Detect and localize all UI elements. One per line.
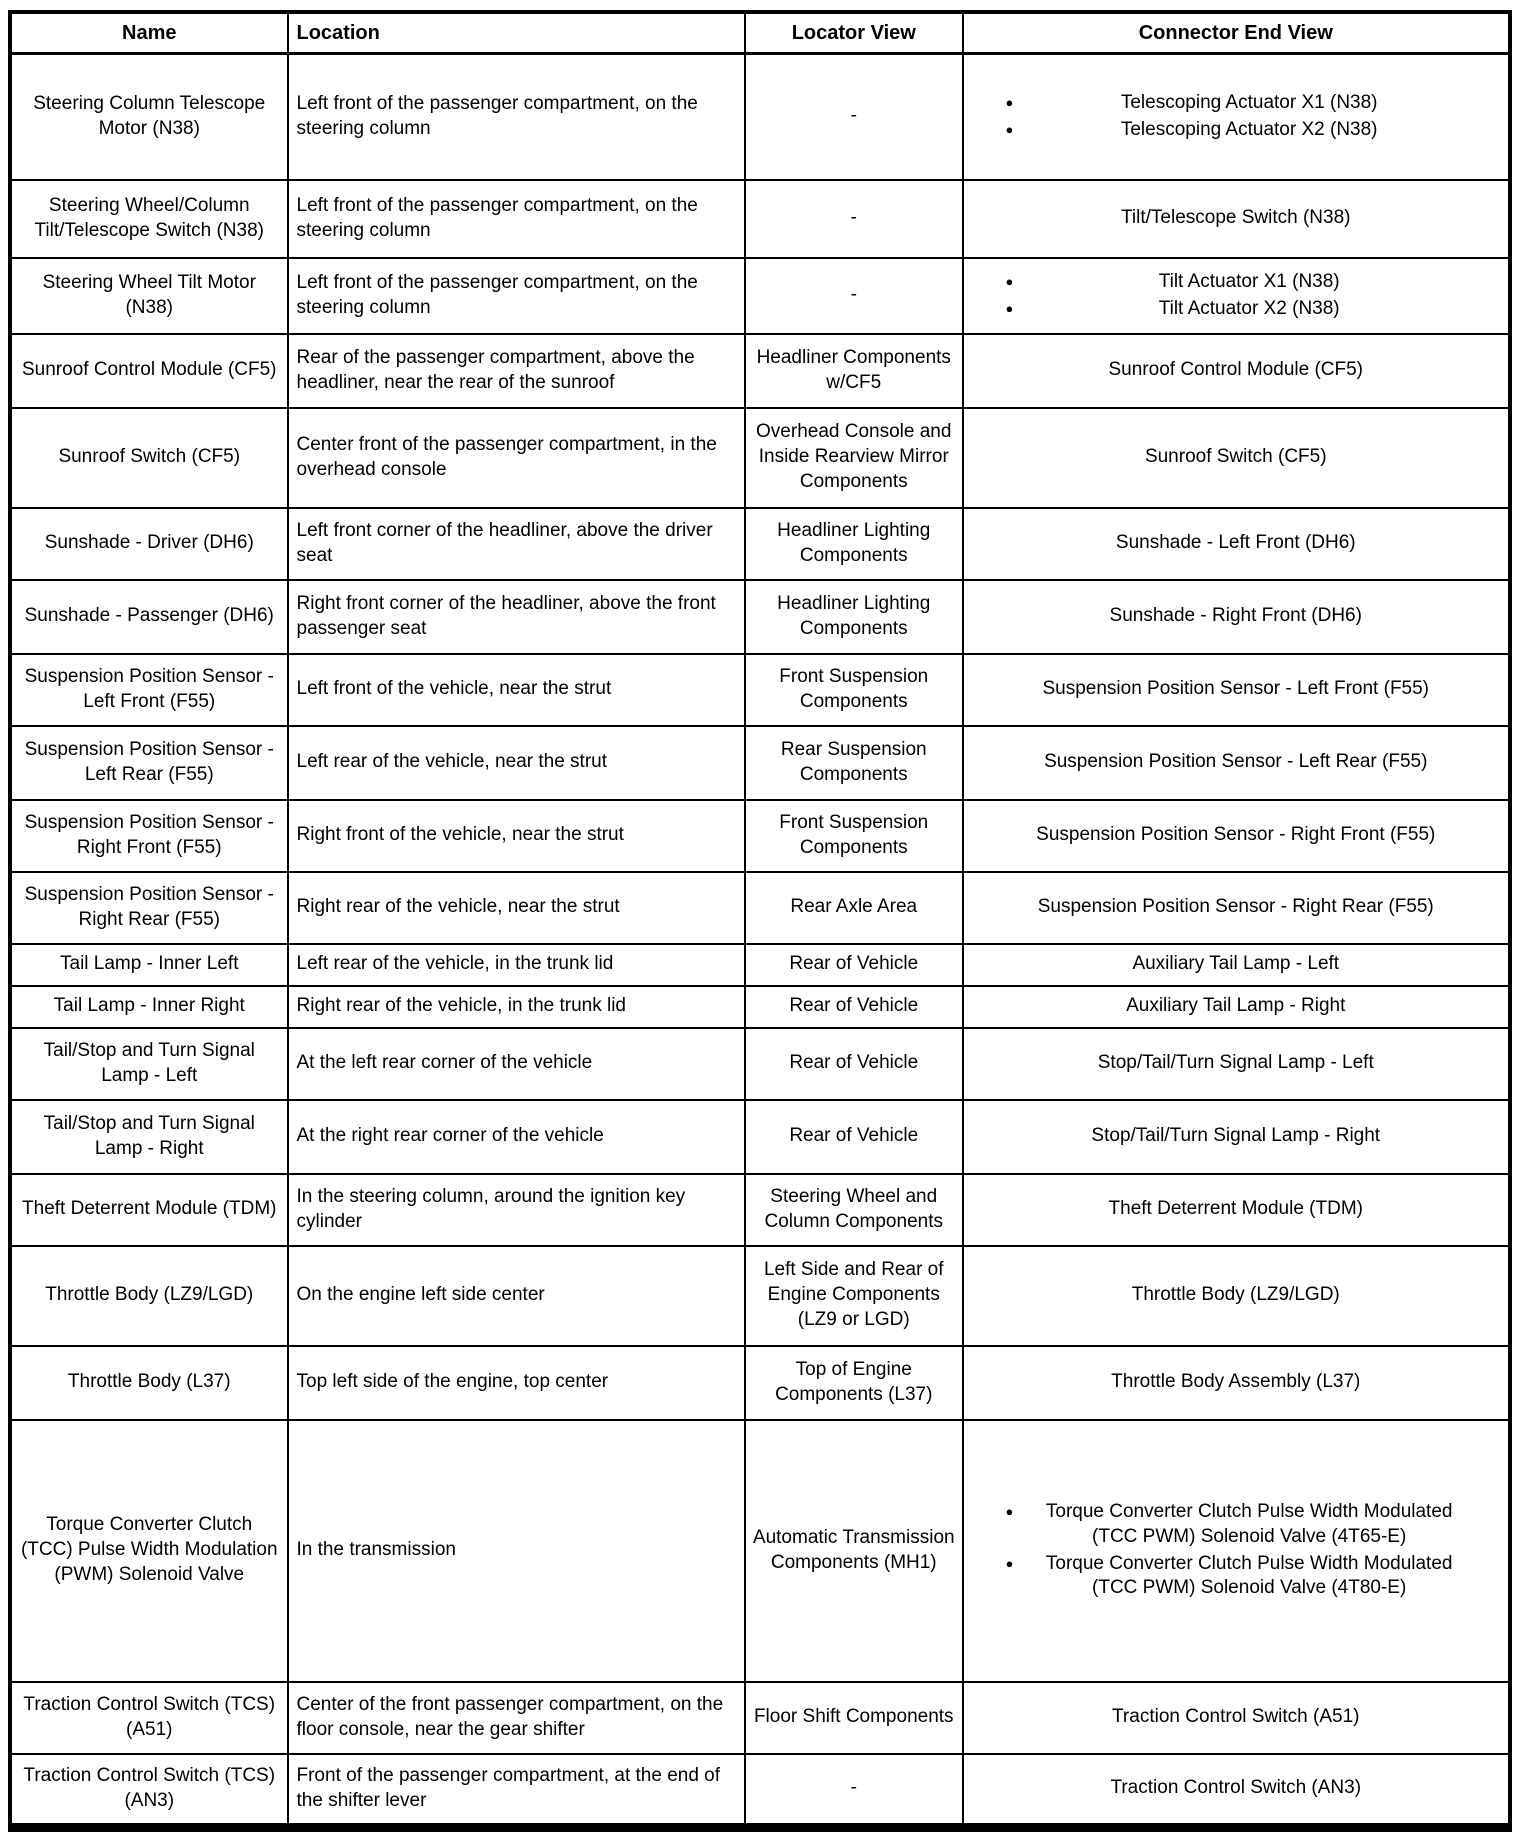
bullet-icon: ● <box>1005 300 1014 316</box>
row-name: Tail Lamp - Inner Right <box>10 986 288 1028</box>
row-locator-view: Overhead Console and Inside Rearview Mirror Components <box>745 408 963 508</box>
row-location: In the steering column, around the ignition key cylinder <box>288 1174 746 1246</box>
row-location: Left front of the passenger compartment, on the steering column <box>288 180 746 258</box>
table-row <box>10 1100 1510 1174</box>
row-name: Steering Column Telescope Motor (N38) <box>10 54 288 180</box>
row-location: Rear of the passenger compartment, above the headliner, near the rear of the sunroof <box>288 334 746 408</box>
bullet-icon: ● <box>1005 1555 1014 1571</box>
bullet-icon: ● <box>1005 95 1014 111</box>
row-name: Suspension Position Sensor - Right Front (F55) <box>10 800 288 872</box>
table-row <box>10 986 1510 1028</box>
row-connector-end-view: Suspension Position Sensor - Right Front (F55) <box>963 800 1511 872</box>
row-location: On the engine left side center <box>288 1246 746 1346</box>
table-row <box>10 872 1510 944</box>
bullet-text: Tilt Actuator X2 (N38) <box>1158 297 1340 319</box>
row-location: Right front of the vehicle, near the strut <box>288 800 746 872</box>
row-location: Front of the passenger compartment, at the end of the shifter lever <box>288 1754 746 1828</box>
bullet-text: Telescoping Actuator X2 (N38) <box>1120 118 1378 140</box>
bullet-text: Telescoping Actuator X1 (N38) <box>1120 92 1378 114</box>
row-connector-end-view <box>963 258 1511 334</box>
table-row <box>10 1754 1510 1828</box>
row-locator-view: Rear Suspension Components <box>745 726 963 800</box>
row-name: Suspension Position Sensor - Left Front (F55) <box>10 654 288 726</box>
row-connector-end-view: Suspension Position Sensor - Right Rear (F55) <box>963 872 1511 944</box>
header-name: Name <box>10 12 288 54</box>
row-connector-end-view: Sunshade - Left Front (DH6) <box>963 508 1511 580</box>
row-connector-end-view: Suspension Position Sensor - Left Front (F55) <box>963 654 1511 726</box>
row-location: Left rear of the vehicle, near the strut <box>288 726 746 800</box>
table-row <box>10 944 1510 986</box>
bullet-item <box>1006 270 1477 295</box>
connector-bullet-list <box>992 91 1481 142</box>
bullet-text: Tilt Actuator X1 (N38) <box>1158 270 1340 292</box>
row-location: At the right rear corner of the vehicle <box>288 1100 746 1174</box>
header-connector-end-view: Connector End View <box>963 12 1511 54</box>
header-locator-view: Locator View <box>745 12 963 54</box>
row-name: Traction Control Switch (TCS) (AN3) <box>10 1754 288 1828</box>
table-row <box>10 1346 1510 1420</box>
row-location: At the left rear corner of the vehicle <box>288 1028 746 1100</box>
bullet-text: Torque Converter Clutch Pulse Width Modulated (TCC PWM) Solenoid Valve (4T80-E) <box>1045 1552 1453 1599</box>
row-name: Throttle Body (L37) <box>10 1346 288 1420</box>
table-header <box>10 12 1510 54</box>
bullet-icon: ● <box>1005 273 1014 289</box>
bullet-item <box>1006 297 1477 322</box>
row-name: Steering Wheel Tilt Motor (N38) <box>10 258 288 334</box>
table-row <box>10 180 1510 258</box>
row-locator-view: Automatic Transmission Components (MH1) <box>745 1420 963 1682</box>
row-connector-end-view: Traction Control Switch (A51) <box>963 1682 1511 1754</box>
row-location: Top left side of the engine, top center <box>288 1346 746 1420</box>
row-locator-view: Front Suspension Components <box>745 654 963 726</box>
row-connector-end-view: Tilt/Telescope Switch (N38) <box>963 180 1511 258</box>
row-name: Steering Wheel/Column Tilt/Telescope Switch (N38) <box>10 180 288 258</box>
bullet-item <box>1006 1500 1477 1549</box>
row-connector-end-view: Throttle Body (LZ9/LGD) <box>963 1246 1511 1346</box>
row-name: Sunroof Control Module (CF5) <box>10 334 288 408</box>
table-row <box>10 54 1510 180</box>
row-name: Tail/Stop and Turn Signal Lamp - Left <box>10 1028 288 1100</box>
row-locator-view: Rear of Vehicle <box>745 1100 963 1174</box>
connector-bullet-list <box>992 270 1481 321</box>
table-row <box>10 1174 1510 1246</box>
row-locator-view: Floor Shift Components <box>745 1682 963 1754</box>
row-locator-view: Rear of Vehicle <box>745 944 963 986</box>
row-location: Left front corner of the headliner, above the driver seat <box>288 508 746 580</box>
bullet-icon: ● <box>1005 1504 1014 1520</box>
connector-location-table <box>8 10 1512 1832</box>
row-location: In the transmission <box>288 1420 746 1682</box>
table-row <box>10 508 1510 580</box>
row-locator-view: Front Suspension Components <box>745 800 963 872</box>
row-connector-end-view <box>963 54 1511 180</box>
table-row <box>10 654 1510 726</box>
row-location: Left front of the vehicle, near the strut <box>288 654 746 726</box>
row-connector-end-view: Sunroof Switch (CF5) <box>963 408 1511 508</box>
bullet-text: Torque Converter Clutch Pulse Width Modulated (TCC PWM) Solenoid Valve (4T65-E) <box>1045 1501 1453 1547</box>
row-locator-view: - <box>745 1754 963 1828</box>
row-location: Left rear of the vehicle, in the trunk lid <box>288 944 746 986</box>
row-location: Center front of the passenger compartment, in the overhead console <box>288 408 746 508</box>
row-locator-view: - <box>745 180 963 258</box>
table-body <box>10 54 1510 1828</box>
bullet-item <box>1006 1552 1477 1601</box>
row-name: Sunshade - Passenger (DH6) <box>10 580 288 654</box>
row-locator-view: Headliner Lighting Components <box>745 580 963 654</box>
row-connector-end-view: Auxiliary Tail Lamp - Right <box>963 986 1511 1028</box>
row-name: Throttle Body (LZ9/LGD) <box>10 1246 288 1346</box>
table-row <box>10 1028 1510 1100</box>
row-location: Left front of the passenger compartment, on the steering column <box>288 258 746 334</box>
row-name: Sunshade - Driver (DH6) <box>10 508 288 580</box>
table-row <box>10 1682 1510 1754</box>
row-name: Tail/Stop and Turn Signal Lamp - Right <box>10 1100 288 1174</box>
row-connector-end-view: Suspension Position Sensor - Left Rear (F55) <box>963 726 1511 800</box>
bullet-item <box>1006 118 1477 143</box>
row-name: Traction Control Switch (TCS) (A51) <box>10 1682 288 1754</box>
table-row <box>10 726 1510 800</box>
row-name: Tail Lamp - Inner Left <box>10 944 288 986</box>
table-row <box>10 1246 1510 1346</box>
row-name: Suspension Position Sensor - Right Rear (F55) <box>10 872 288 944</box>
row-connector-end-view: Sunshade - Right Front (DH6) <box>963 580 1511 654</box>
table-row <box>10 334 1510 408</box>
row-connector-end-view: Auxiliary Tail Lamp - Left <box>963 944 1511 986</box>
row-locator-view: Left Side and Rear of Engine Components (LZ9 or LGD) <box>745 1246 963 1346</box>
row-locator-view: Rear of Vehicle <box>745 986 963 1028</box>
row-connector-end-view: Sunroof Control Module (CF5) <box>963 334 1511 408</box>
table-row <box>10 580 1510 654</box>
row-locator-view: Steering Wheel and Column Components <box>745 1174 963 1246</box>
table-row <box>10 258 1510 334</box>
row-connector-end-view <box>963 1420 1511 1682</box>
header-row <box>10 12 1510 54</box>
row-locator-view: Rear Axle Area <box>745 872 963 944</box>
row-name: Theft Deterrent Module (TDM) <box>10 1174 288 1246</box>
row-connector-end-view: Throttle Body Assembly (L37) <box>963 1346 1511 1420</box>
row-locator-view: Headliner Lighting Components <box>745 508 963 580</box>
row-location: Right front corner of the headliner, above the front passenger seat <box>288 580 746 654</box>
bullet-item <box>1006 91 1477 116</box>
row-name: Sunroof Switch (CF5) <box>10 408 288 508</box>
table-row <box>10 1420 1510 1682</box>
bullet-icon: ● <box>1005 121 1014 137</box>
row-locator-view: - <box>745 54 963 180</box>
row-locator-view: Top of Engine Components (L37) <box>745 1346 963 1420</box>
row-locator-view: Rear of Vehicle <box>745 1028 963 1100</box>
table-row <box>10 408 1510 508</box>
row-connector-end-view: Stop/Tail/Turn Signal Lamp - Left <box>963 1028 1511 1100</box>
row-connector-end-view: Stop/Tail/Turn Signal Lamp - Right <box>963 1100 1511 1174</box>
row-locator-view: - <box>745 258 963 334</box>
row-location: Center of the front passenger compartment, on the floor console, near the gear shifter <box>288 1682 746 1754</box>
header-location: Location <box>288 12 746 54</box>
table-row <box>10 800 1510 872</box>
row-locator-view: Headliner Components w/CF5 <box>745 334 963 408</box>
row-location: Right rear of the vehicle, near the strut <box>288 872 746 944</box>
row-connector-end-view: Traction Control Switch (AN3) <box>963 1754 1511 1828</box>
connector-bullet-list <box>992 1500 1481 1601</box>
row-location: Left front of the passenger compartment, on the steering column <box>288 54 746 180</box>
row-location: Right rear of the vehicle, in the trunk lid <box>288 986 746 1028</box>
row-name: Suspension Position Sensor - Left Rear (F55) <box>10 726 288 800</box>
row-connector-end-view: Theft Deterrent Module (TDM) <box>963 1174 1511 1246</box>
row-name: Torque Converter Clutch (TCC) Pulse Width Modulation (PWM) Solenoid Valve <box>10 1420 288 1682</box>
